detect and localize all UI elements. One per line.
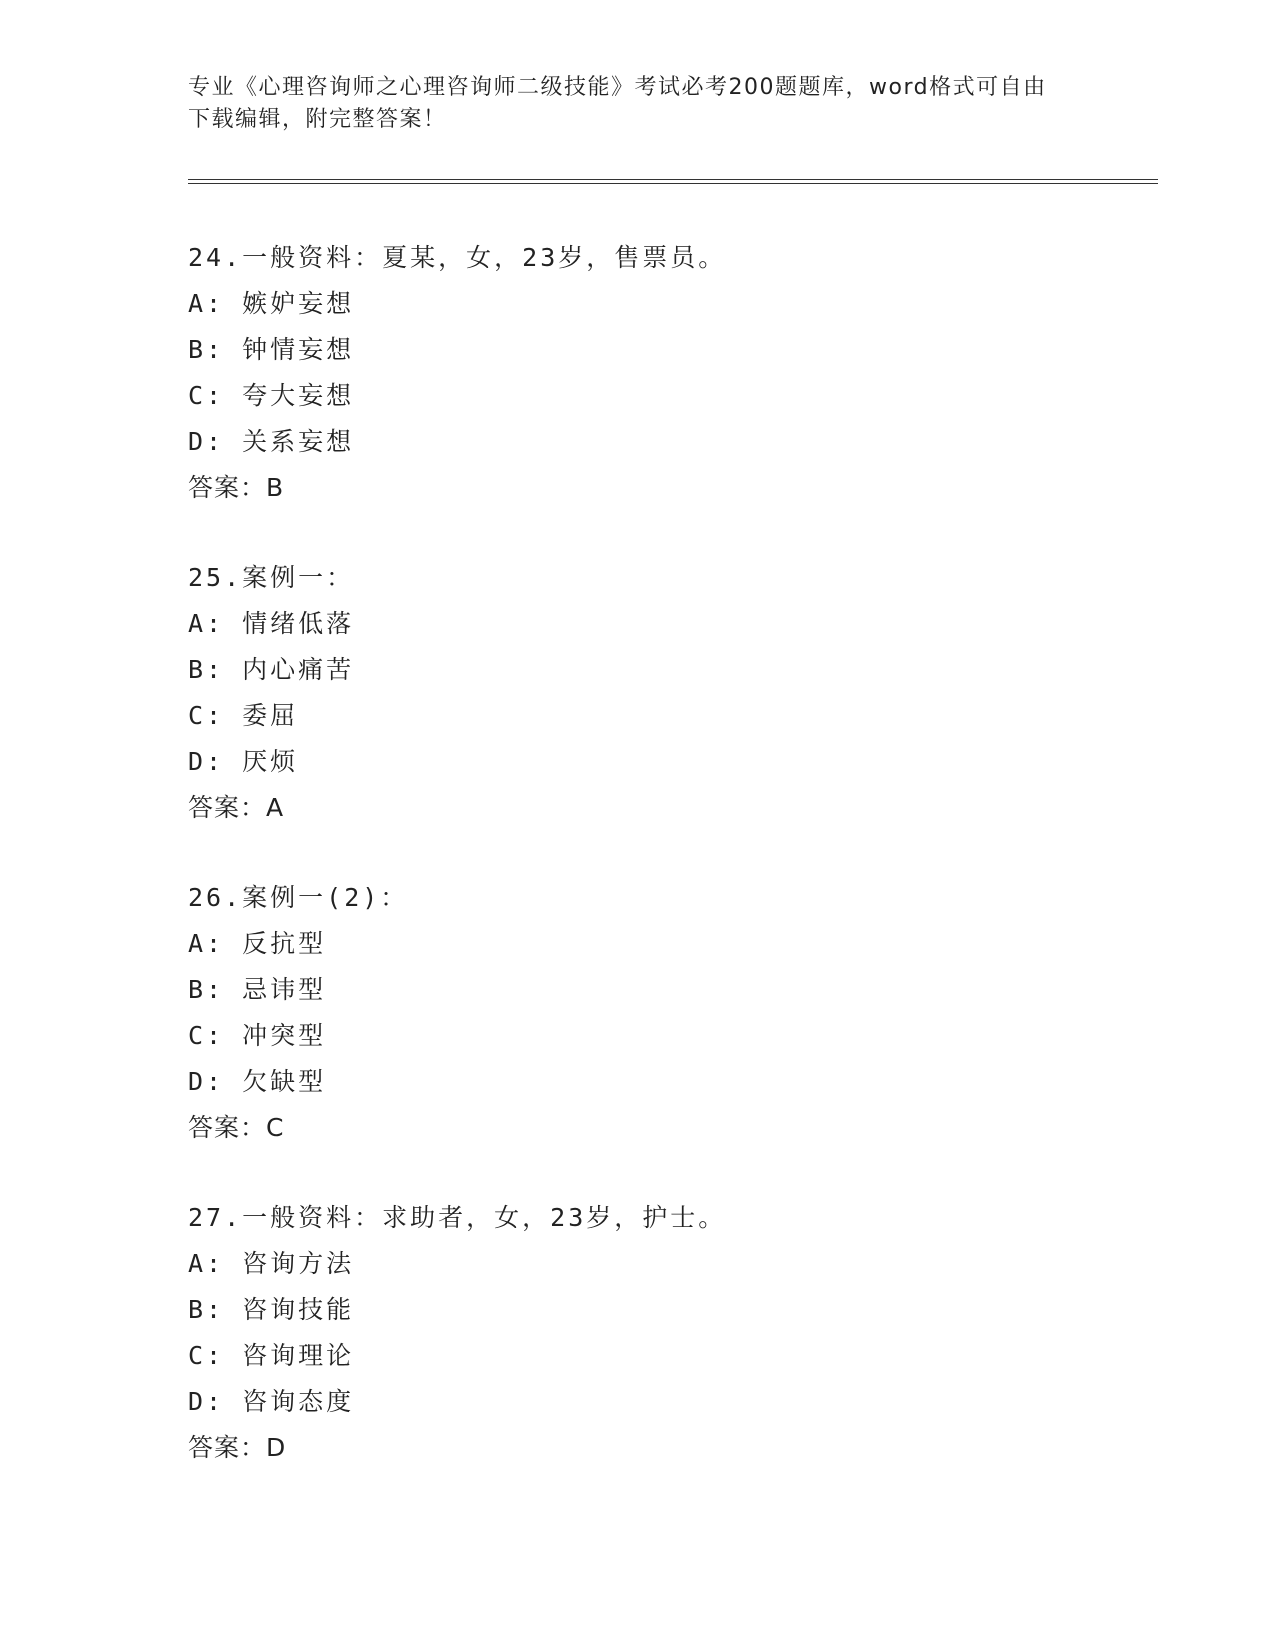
question-stem: 27.一般资料：求助者，女，23岁，护士。 <box>188 1203 727 1232</box>
option-c: C: 委屈 <box>188 701 299 730</box>
header-divider-bottom <box>188 183 1158 184</box>
option-b: B: 内心痛苦 <box>188 655 355 684</box>
question-stem: 25.案例一： <box>188 563 355 592</box>
option-d: D: 厌烦 <box>188 747 299 776</box>
option-a: A: 嫉妒妄想 <box>188 289 355 318</box>
option-d: D: 关系妄想 <box>188 427 355 456</box>
option-a: A: 情绪低落 <box>188 609 355 638</box>
option-c: C: 夸大妄想 <box>188 381 355 410</box>
option-b: B: 钟情妄想 <box>188 335 355 364</box>
option-d: D: 欠缺型 <box>188 1067 327 1096</box>
option-c: C: 冲突型 <box>188 1021 327 1050</box>
option-b: B: 咨询技能 <box>188 1295 355 1324</box>
option-d: D: 咨询态度 <box>188 1387 355 1416</box>
question-26 <box>188 875 1148 1151</box>
question-24 <box>188 235 1148 511</box>
answer-line: 答案：B <box>188 473 285 502</box>
question-25 <box>188 555 1148 831</box>
answer-line: 答案：A <box>188 793 285 822</box>
option-a: A: 反抗型 <box>188 929 327 958</box>
header-divider-top <box>188 179 1158 180</box>
question-stem: 26.案例一(2)： <box>188 883 409 912</box>
answer-line: 答案：D <box>188 1433 287 1462</box>
answer-line: 答案：C <box>188 1113 285 1142</box>
document-intro: 专业《心理咨询师之心理咨询师二级技能》考试必考200题题库，word格式可自由下载编辑，附完整答案！ <box>188 75 1047 132</box>
question-27 <box>188 1195 1148 1471</box>
option-c: C: 咨询理论 <box>188 1341 355 1370</box>
question-stem: 24.一般资料：夏某，女，23岁，售票员。 <box>188 243 727 272</box>
option-a: A: 咨询方法 <box>188 1249 355 1278</box>
option-b: B: 忌讳型 <box>188 975 327 1004</box>
